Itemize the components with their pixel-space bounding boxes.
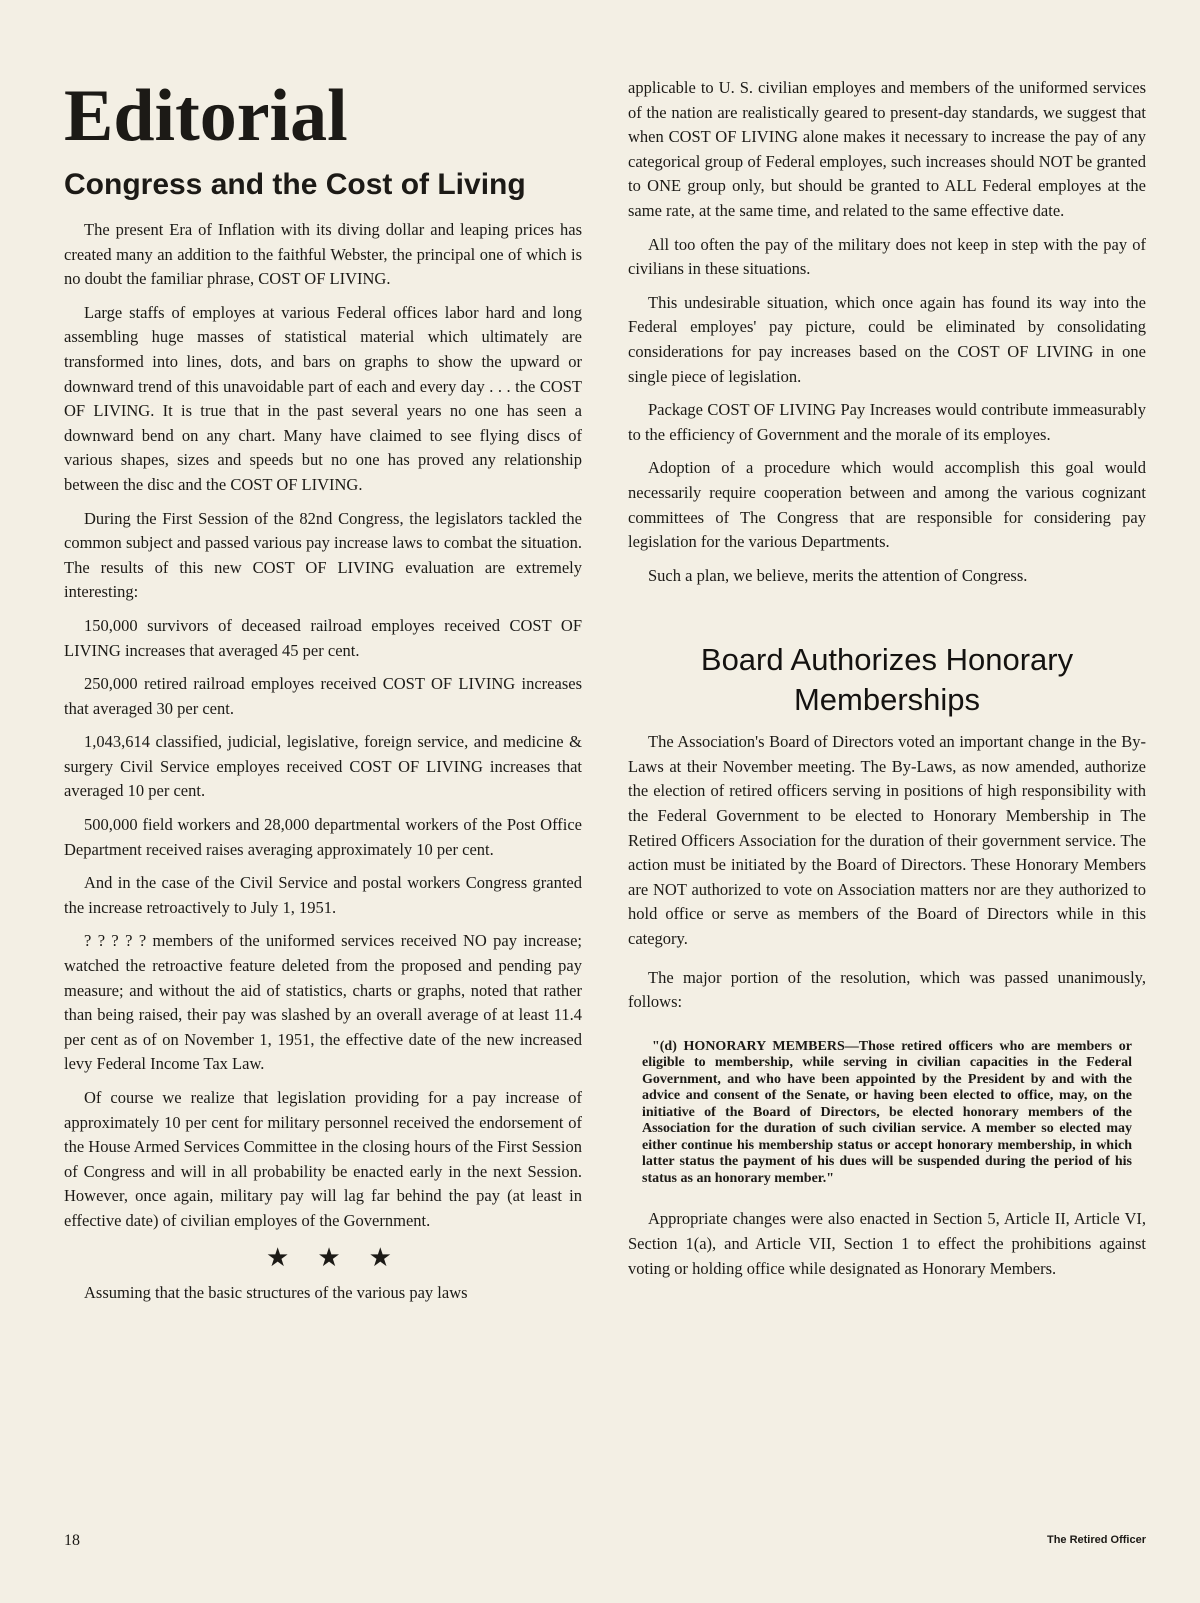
second-article-headline: Board Authorizes Honorary Memberships (700, 642, 1074, 718)
article-paragraph: Assuming that the basic structures of the various pay laws (84, 1282, 468, 1302)
left-column (64, 76, 582, 1314)
right-column (628, 76, 1146, 1290)
article-paragraph: 150,000 survivors of deceased railroad employes received COST OF LIVING increases that averaged 45 per cent. (64, 615, 582, 660)
article-paragraph: Adoption of a procedure which would accomplish this goal would necessarily require cooperation between and among the various cognizant committees of The Congress that are responsible for considering pay legislation for the various Departments. (628, 458, 1146, 552)
article-paragraph: The major portion of the resolution, which was passed unanimously, follows: (628, 967, 1146, 1012)
article-paragraph: The Association's Board of Directors voted an important change in the By-Laws at their November meeting. The By-Laws, as now amended, authorize the election of retired officers serving in positions of high responsibility with the Federal Government to be elected to Honorary Membership in The Retired Officers Association for the duration of their government service. The action must be initiated by the Board of Directors. These Honorary Members are NOT authorized to vote on Association matters nor are they authorized to hold office or serve as members of the Board of Directors while in this category. (628, 732, 1146, 949)
page-number: 18 (64, 1532, 80, 1549)
article-paragraph: During the First Session of the 82nd Congress, the legislators tackled the common subject and passed various pay increase laws to combat the situation. The results of this new COST OF LIVING evaluation are extremely interesting: (64, 508, 582, 602)
article-paragraph: 250,000 retired railroad employes received COST OF LIVING increases that averaged 30 per cent. (64, 674, 582, 718)
article-paragraph: 1,043,614 classified, judicial, legislative, foreign service, and medicine & surgery Civil Service employes received COST OF LIVING increases that averaged 10 per cent. (64, 732, 582, 801)
article-paragraph: 500,000 field workers and 28,000 departmental workers of the Post Office Department received raises averaging approximately 10 per cent. (64, 815, 582, 859)
article-paragraph: Appropriate changes were also enacted in Section 5, Article II, Article VI, Section 1(a), and Article VII, Section 1 to effect the prohibitions against voting or holding office while designated as Honorary Members. (628, 1209, 1146, 1278)
article-paragraph: Such a plan, we believe, merits the attention of Congress. (648, 565, 1028, 585)
article-paragraph: This undesirable situation, which once again has found its way into the Federal employes' pay picture, could be eliminated by consolidating considerations for pay increases based on the COST OF LIVING in one single piece of legislation. (628, 292, 1146, 386)
article-headline: Congress and the Cost of Living (64, 168, 526, 201)
article-paragraph: The present Era of Inflation with its diving dollar and leaping prices has created many an addition to the faithful Webster, the principal one of which is no doubt the familiar phrase, COST OF LIVING. (64, 220, 582, 289)
article-paragraph: And in the case of the Civil Service and postal workers Congress granted the increase retroactively to July 1, 1951. (64, 873, 582, 917)
masthead-title: Editorial (64, 75, 348, 157)
article-paragraph-continued: applicable to U. S. civilian employes and members of the uniformed services of the nation are realistically geared to present-day standards, we suggest that when COST OF LIVING alone makes it necessary to increase the pay of any categorical group of Federal employes, such increases should NOT be granted to ONE group only, but should be granted to ALL Federal employes at the same rate, at the same time, and related to the same effective date. (628, 78, 1146, 220)
article-paragraph: Large staffs of employes at various Federal offices labor hard and long assembling huge masses of statistical material which ultimately are transformed into lines, dots, and bars on graphs to show the upward or downward trend of this unavoidable part of each and every day . . . the COST OF LIVING. It is true that in the past several years no one has seen a downward bend on any chart. Many have claimed to see flying discs of various shapes, sizes and speeds but no one has proved any relationship between the disc and the COST OF LIVING. (64, 302, 582, 494)
article-paragraph: ? ? ? ? ? members of the uniformed services received NO pay increase; watched the retroactive feature deleted from the proposed and pending pay measure; and without the aid of statistics, charts or graphs, noted that rather than being raised, their pay was slashed by an overall average of at least 11.4 per cent as of on November 1, 1951, the effective date of the new increased levy Federal Income Tax Law. (64, 931, 582, 1074)
article-paragraph: Package COST OF LIVING Pay Increases would contribute immeasurably to the efficiency of Government and the morale of its employes. (628, 400, 1146, 444)
bylaw-quote: "(d) HONORARY MEMBERS—Those retired officers who are members or eligible to membership, while serving in civilian capacities in the Federal Government, and who have been appointed by the President by and with the advice and consent of the Senate, or having been elected to office, may, on the initiative of the Board of Directors, be elected honorary members of the Association for the duration of such civilian service. A member so elected may either continue his membership status or accept honorary membership, in which latter status the payment of his dues will be suspended during the period of his status as an honorary member." (642, 1038, 1132, 1186)
article-paragraph: All too often the pay of the military does not keep in step with the pay of civilians in these situations. (628, 234, 1146, 279)
publication-name: The Retired Officer (1046, 1534, 1146, 1546)
article-paragraph: Of course we realize that legislation providing for a pay increase of approximately 10 per cent for military personnel received the endorsement of the House Armed Services Committee in the closing hours of the First Session of Congress and will in all probability be enacted early in the next Session. However, once again, military pay will lag far behind the pay (at least in effective date) of civilian employes of the Government. (64, 1088, 582, 1230)
section-divider-stars: ★★★ (266, 1242, 420, 1272)
